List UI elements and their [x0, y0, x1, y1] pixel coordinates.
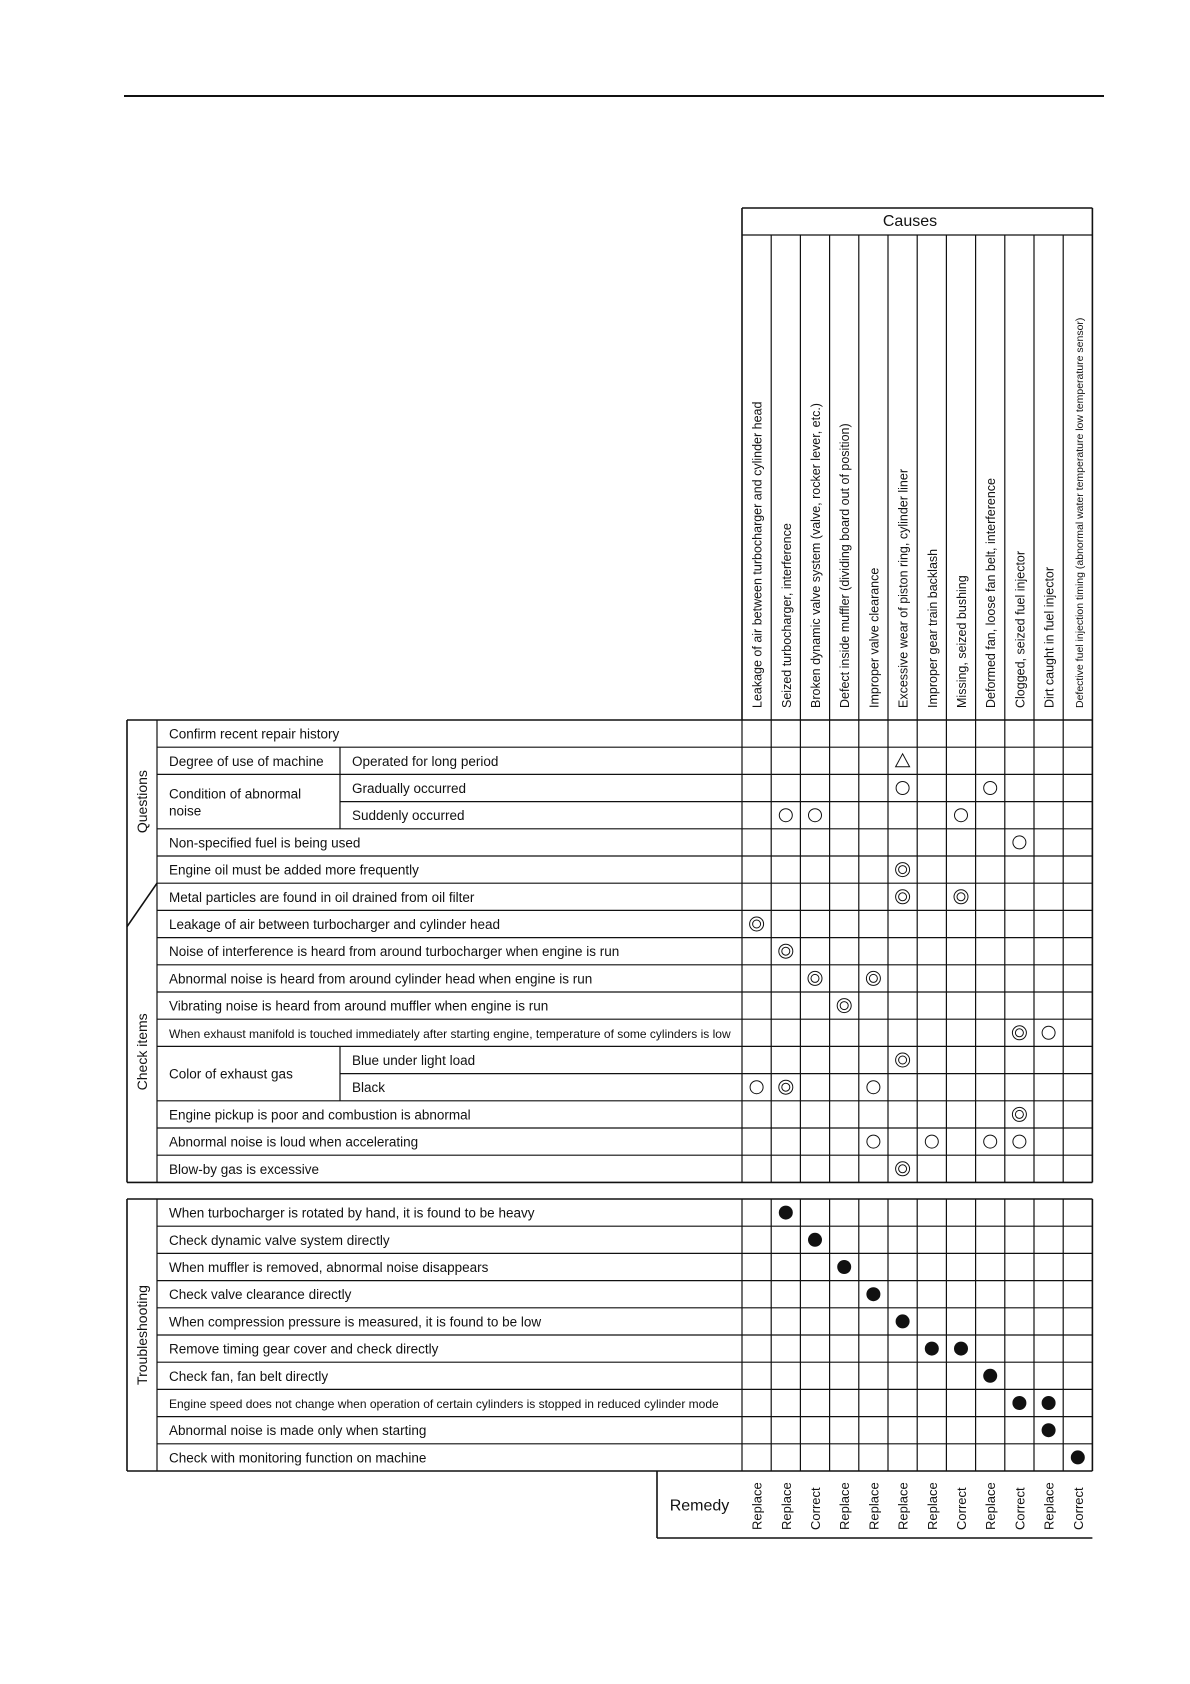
top-mark-circle: [867, 1135, 880, 1148]
top-mark-circle: [896, 782, 909, 795]
bottom-mark-dot: [896, 1314, 910, 1328]
top-mark-double: [896, 863, 910, 877]
top-row-label: Metal particles are found in oil drained from oil filter: [169, 889, 475, 905]
bottom-row-label: Engine speed does not change when operation of certain cylinders is stopped in reduced cylinder mode: [169, 1397, 719, 1411]
cause-label-5: Improper valve clearance: [867, 567, 882, 708]
top-mark-double: [1012, 1107, 1026, 1121]
top-row-label: Blow-by gas is excessive: [169, 1161, 320, 1177]
remedy-label: Remedy: [669, 1497, 730, 1515]
top-mark-double: [954, 890, 968, 904]
top-mark-double: [750, 917, 764, 931]
top-row-label: Abnormal noise is loud when accelerating: [169, 1134, 419, 1150]
bottom-row-label: When compression pressure is measured, it is found to be low: [169, 1314, 542, 1330]
bottom-mark-dot: [808, 1233, 822, 1247]
top-mark-circle: [809, 809, 822, 822]
bottom-row-label: Check valve clearance directly: [169, 1287, 352, 1303]
top-row-label: Leakage of air between turbocharger and cylinder head: [169, 917, 500, 932]
remedy-value: Replace: [983, 1482, 999, 1530]
top-row-sublabel: Gradually occurred: [352, 781, 467, 796]
bottom-row-label: Check fan, fan belt directly: [169, 1368, 329, 1384]
top-row-label: Degree of use of machine: [169, 753, 324, 769]
top-row-label: Vibrating noise is heard from around muffler when engine is run: [169, 998, 549, 1014]
top-row-sublabel: Black: [352, 1080, 386, 1096]
top-mark-double: [896, 890, 910, 904]
top-row-label: Color of exhaust gas: [169, 1066, 293, 1082]
top-mark-circle: [925, 1135, 938, 1148]
bottom-mark-dot: [779, 1206, 793, 1220]
bottom-row-label: Abnormal noise is made only when starting: [169, 1423, 427, 1439]
top-mark-circle: [867, 1081, 880, 1094]
top-mark-circle: [984, 1135, 997, 1148]
bottom-row-label: When turbocharger is rotated by hand, it is found to be heavy: [169, 1205, 535, 1221]
top-mark-double: [896, 1162, 910, 1176]
bottom-mark-dot: [983, 1369, 997, 1383]
bottom-mark-dot: [1071, 1450, 1085, 1464]
cause-label-8: Missing, seized bushing: [955, 575, 969, 708]
section-questions: Questions: [134, 770, 150, 834]
cause-label-11: Dirt caught in fuel injector: [1042, 566, 1057, 708]
cause-label-2: Seized turbocharger, interference: [779, 523, 794, 708]
top-mark-double: [1012, 1026, 1026, 1040]
cause-label-4: Defect inside muffler (dividing board out of position): [838, 423, 853, 708]
remedy-value: Correct: [1012, 1487, 1028, 1530]
top-row-sublabel: Operated for long period: [352, 753, 499, 769]
top-mark-circle: [750, 1081, 763, 1094]
top-mark-double: [808, 971, 822, 985]
bottom-row-label: Remove timing gear cover and check directly: [169, 1341, 439, 1357]
top-row-label: Confirm recent repair history: [169, 726, 340, 742]
bottom-row-label: When muffler is removed, abnormal noise disappears: [169, 1260, 489, 1275]
top-mark-double: [837, 999, 851, 1013]
section-check-items: Check items: [134, 1013, 150, 1091]
top-mark-circle: [1042, 1026, 1055, 1039]
top-row-label: Engine pickup is poor and combustion is abnormal: [169, 1107, 471, 1123]
remedy-value: Replace: [866, 1482, 882, 1530]
top-row-label: Abnormal noise is heard from around cylinder head when engine is run: [169, 971, 593, 987]
remedy-value: Correct: [808, 1487, 823, 1530]
bottom-mark-dot: [925, 1342, 939, 1356]
remedy-value: Correct: [1070, 1487, 1086, 1530]
cause-label-1: Leakage of air between turbocharger and cylinder head: [750, 401, 765, 708]
cause-label-9: Deformed fan, loose fan belt, interference: [984, 478, 999, 708]
bottom-mark-dot: [1042, 1423, 1056, 1437]
remedy-value: Replace: [749, 1482, 765, 1530]
remedy-value: Replace: [837, 1482, 853, 1530]
top-row-label: Condition of abnormal noise: [169, 786, 302, 819]
top-mark-double: [866, 971, 880, 985]
remedy-value: Replace: [924, 1482, 940, 1530]
cause-label-10: Clogged, seized fuel injector: [1013, 550, 1028, 708]
bottom-mark-dot: [1012, 1396, 1026, 1410]
cause-label-6: Excessive wear of piston ring, cylinder liner: [896, 469, 911, 708]
top-mark-double: [896, 1053, 910, 1067]
bottom-row-label: Check with monitoring function on machine: [169, 1450, 427, 1466]
top-row-sublabel: Blue under light load: [352, 1053, 476, 1068]
top-row-label: Engine oil must be added more frequently: [169, 862, 419, 878]
top-mark-circle: [1013, 1135, 1026, 1148]
bottom-mark-dot: [1042, 1396, 1056, 1410]
bottom-mark-dot: [954, 1342, 968, 1356]
remedy-value: Replace: [895, 1482, 911, 1530]
cause-label-7: Improper gear train backlash: [925, 548, 940, 708]
top-mark-circle: [779, 809, 792, 822]
cause-label-12: Defective fuel injection timing (abnormal water temperature low temperature sensor): [1073, 317, 1086, 708]
bottom-mark-dot: [837, 1260, 851, 1274]
top-row-label: Noise of interference is heard from around turbocharger when engine is run: [169, 944, 620, 960]
top-row-label: Non-specified fuel is being used: [169, 835, 361, 851]
section-diagonal: [127, 883, 157, 927]
top-mark-circle: [955, 809, 968, 822]
top-row-sublabel: Suddenly occurred: [352, 808, 465, 824]
top-mark-circle: [984, 782, 997, 795]
causes-header: Causes: [882, 213, 938, 230]
top-mark-double: [779, 944, 793, 958]
cause-label-3: Broken dynamic valve system (valve, rocker lever, etc.): [809, 403, 823, 708]
top-mark-circle: [1013, 836, 1026, 849]
bottom-mark-dot: [866, 1287, 880, 1301]
remedy-value: Correct: [954, 1487, 969, 1530]
top-mark-triangle: [896, 754, 910, 767]
top-mark-double: [779, 1080, 793, 1094]
bottom-row-label: Check dynamic valve system directly: [169, 1232, 390, 1248]
section-troubleshooting: Troubleshooting: [134, 1285, 150, 1385]
remedy-value: Replace: [1041, 1482, 1057, 1530]
remedy-value: Replace: [778, 1482, 794, 1530]
top-row-label: When exhaust manifold is touched immediately after starting engine, temperature of some cylinders is low: [169, 1026, 731, 1041]
